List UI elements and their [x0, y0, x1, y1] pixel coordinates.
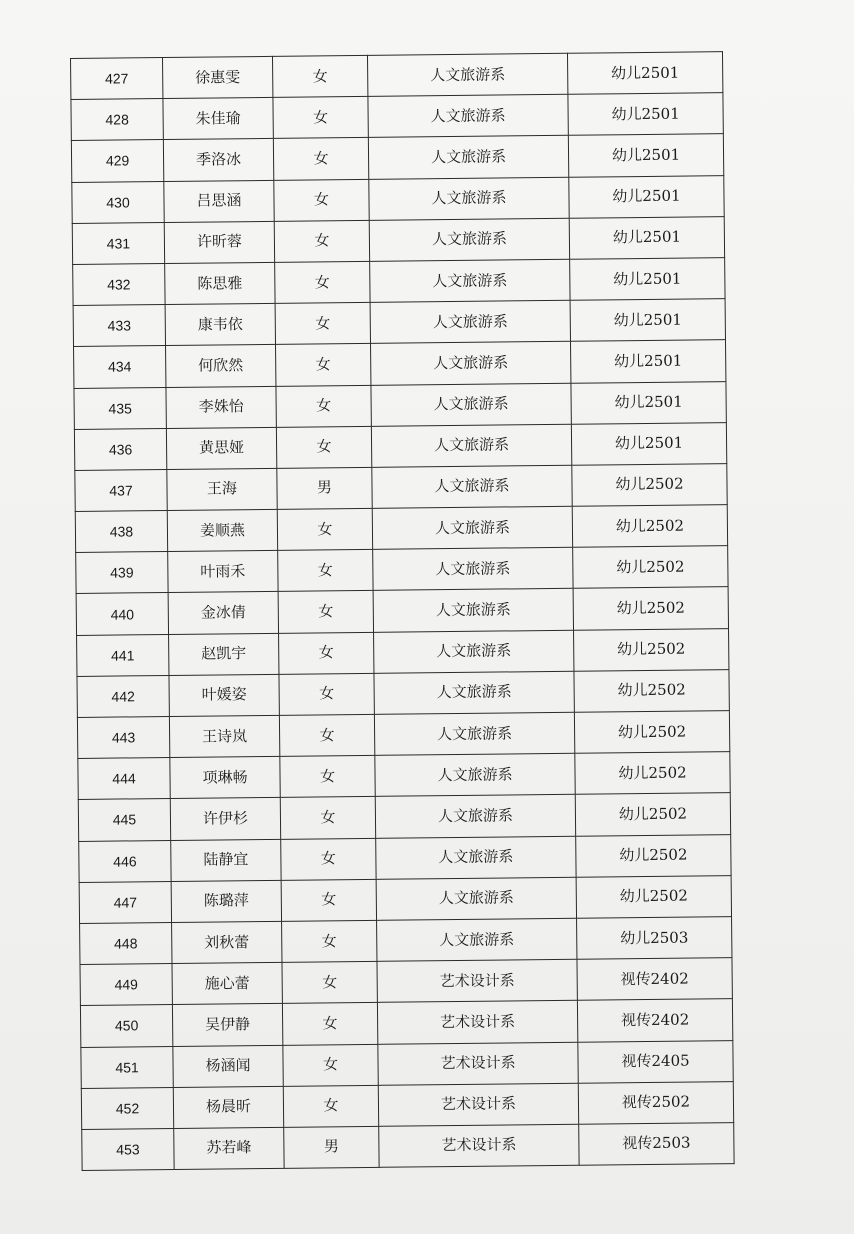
- student-name: 朱佳瑜: [163, 98, 273, 140]
- student-department: 人文旅游系: [374, 630, 574, 673]
- student-gender: 女: [278, 591, 373, 633]
- student-gender: 女: [280, 756, 375, 798]
- table-row: [77, 711, 729, 759]
- student-class: 幼儿2501: [568, 93, 723, 136]
- student-class: 视传2402: [577, 999, 732, 1042]
- student-department: 人文旅游系: [374, 712, 574, 755]
- table-row: [75, 505, 727, 553]
- student-gender: 女: [273, 97, 368, 139]
- student-department: 人文旅游系: [376, 877, 576, 920]
- row-number: 446: [79, 840, 171, 882]
- student-department: 人文旅游系: [370, 300, 570, 343]
- table-row: [71, 52, 723, 100]
- row-number: 432: [73, 263, 165, 305]
- student-name: 陆静宜: [171, 839, 281, 881]
- table-row: [73, 299, 725, 347]
- row-number: 453: [82, 1128, 174, 1170]
- row-number: 448: [80, 922, 172, 964]
- row-number: 451: [81, 1046, 173, 1088]
- row-number: 436: [74, 428, 166, 470]
- student-department: 人文旅游系: [372, 506, 572, 549]
- student-name: 陈璐萍: [171, 880, 281, 922]
- student-name: 陈思雅: [165, 262, 275, 304]
- student-class: 幼儿2502: [572, 505, 727, 548]
- row-number: 430: [72, 181, 164, 223]
- student-department: 人文旅游系: [369, 177, 569, 220]
- student-class: 幼儿2502: [574, 669, 729, 712]
- table-row: [74, 340, 726, 388]
- student-department: 人文旅游系: [368, 136, 568, 179]
- row-number: 450: [80, 1005, 172, 1047]
- student-gender: 女: [281, 879, 376, 921]
- table-row: [78, 752, 730, 800]
- student-class: 幼儿2501: [570, 340, 725, 383]
- student-gender: 女: [276, 426, 371, 468]
- student-department: 人文旅游系: [371, 424, 571, 467]
- student-gender: 女: [282, 920, 377, 962]
- student-name: 王诗岚: [169, 715, 279, 757]
- row-number: 435: [74, 387, 166, 429]
- table-row: [74, 381, 726, 429]
- student-name: 苏若峰: [174, 1127, 284, 1169]
- student-gender: 女: [283, 1085, 378, 1127]
- student-class: 幼儿2501: [569, 216, 724, 259]
- student-name: 康韦依: [165, 303, 275, 345]
- row-number: 431: [72, 222, 164, 264]
- row-number: 441: [77, 634, 169, 676]
- student-class: 幼儿2503: [577, 917, 732, 960]
- row-number: 439: [76, 552, 168, 594]
- student-gender: 女: [282, 961, 377, 1003]
- student-class: 幼儿2502: [573, 546, 728, 589]
- student-name: 项琳畅: [170, 757, 280, 799]
- student-gender: 男: [284, 1126, 379, 1168]
- student-class: 视传2405: [578, 1040, 733, 1083]
- student-class: 视传2502: [578, 1081, 733, 1124]
- table-row: [74, 422, 726, 470]
- student-name: 叶雨禾: [168, 551, 278, 593]
- student-name: 许伊杉: [170, 798, 280, 840]
- row-number: 427: [71, 58, 163, 100]
- student-gender: 女: [279, 673, 374, 715]
- student-gender: 女: [274, 220, 369, 262]
- student-name: 许昕蓉: [164, 221, 274, 263]
- student-class: 视传2402: [577, 958, 732, 1001]
- student-name: 杨涵闻: [173, 1045, 283, 1087]
- student-class: 幼儿2502: [574, 711, 729, 754]
- table-row: [81, 1040, 733, 1088]
- row-number: 442: [77, 675, 169, 717]
- student-department: 人文旅游系: [375, 753, 575, 796]
- table-row: [76, 546, 728, 594]
- student-class: 幼儿2502: [575, 752, 730, 795]
- student-department: 人文旅游系: [374, 671, 574, 714]
- table-row: [80, 917, 732, 965]
- student-name: 刘秋蕾: [172, 921, 282, 963]
- student-gender: 女: [276, 344, 371, 386]
- row-number: 445: [78, 799, 170, 841]
- student-class: 幼儿2502: [573, 587, 728, 630]
- row-number: 440: [76, 593, 168, 635]
- student-department: 人文旅游系: [372, 465, 572, 508]
- student-gender: 女: [273, 138, 368, 180]
- row-number: 438: [75, 511, 167, 553]
- student-class: 幼儿2501: [571, 422, 726, 465]
- student-department: 人文旅游系: [376, 836, 576, 879]
- student-gender: 女: [280, 797, 375, 839]
- student-name: 王海: [167, 468, 277, 510]
- student-name: 金冰倩: [168, 592, 278, 634]
- student-name: 何欣然: [166, 345, 276, 387]
- student-gender: 女: [277, 508, 372, 550]
- student-class: 幼儿2502: [572, 464, 727, 507]
- student-department: 艺术设计系: [378, 1042, 578, 1085]
- student-department: 人文旅游系: [370, 259, 570, 302]
- row-number: 443: [77, 716, 169, 758]
- student-gender: 女: [279, 632, 374, 674]
- table-row: [71, 93, 723, 141]
- row-number: 447: [79, 881, 171, 923]
- table-row: [82, 1122, 734, 1170]
- student-department: 人文旅游系: [377, 918, 577, 961]
- row-number: 434: [74, 346, 166, 388]
- student-gender: 女: [283, 1044, 378, 1086]
- table-row: [72, 216, 724, 264]
- table-row: [80, 999, 732, 1047]
- row-number: 429: [71, 140, 163, 182]
- student-gender: 女: [272, 55, 367, 97]
- student-department: 艺术设计系: [378, 1083, 578, 1126]
- row-number: 449: [80, 964, 172, 1006]
- student-department: 人文旅游系: [371, 342, 571, 385]
- student-name: 徐惠雯: [163, 56, 273, 98]
- table-row: [71, 134, 723, 182]
- row-number: 444: [78, 758, 170, 800]
- student-class: 幼儿2501: [567, 52, 722, 95]
- student-class: 幼儿2501: [571, 381, 726, 424]
- student-gender: 女: [282, 1003, 377, 1045]
- table-row: [73, 258, 725, 306]
- student-department: 艺术设计系: [377, 959, 577, 1002]
- table-row: [77, 628, 729, 676]
- table-row: [80, 958, 732, 1006]
- student-department: 人文旅游系: [373, 548, 573, 591]
- student-name: 黄思娅: [166, 427, 276, 469]
- student-department: 人文旅游系: [373, 589, 573, 632]
- student-department: 人文旅游系: [371, 383, 571, 426]
- table-row: [79, 834, 731, 882]
- student-name: 李姝怡: [166, 386, 276, 428]
- student-class: 幼儿2502: [576, 875, 731, 918]
- student-department: 人文旅游系: [369, 218, 569, 261]
- student-name: 施心蕾: [172, 962, 282, 1004]
- student-department: 艺术设计系: [377, 1001, 577, 1044]
- student-department: 人文旅游系: [367, 53, 567, 96]
- table-row: [79, 875, 731, 923]
- student-class: 幼儿2502: [576, 834, 731, 877]
- student-name: 杨晨昕: [173, 1086, 283, 1128]
- table-row: [75, 464, 727, 512]
- student-name: 姜顺燕: [167, 509, 277, 551]
- student-class: 幼儿2502: [574, 628, 729, 671]
- student-gender: 女: [281, 838, 376, 880]
- student-class: 幼儿2501: [569, 175, 724, 218]
- table-row: [77, 669, 729, 717]
- table-row: [78, 793, 730, 841]
- student-gender: 女: [278, 550, 373, 592]
- table-row: [72, 175, 724, 223]
- student-gender: 女: [279, 714, 374, 756]
- student-gender: 女: [276, 385, 371, 427]
- row-number: 428: [71, 99, 163, 141]
- student-class: 幼儿2502: [575, 793, 730, 836]
- table-row: [76, 587, 728, 635]
- student-name: 叶媛姿: [169, 674, 279, 716]
- student-department: 人文旅游系: [375, 795, 575, 838]
- student-name: 季洛冰: [163, 139, 273, 181]
- student-gender: 女: [275, 302, 370, 344]
- row-number: 433: [73, 305, 165, 347]
- student-gender: 男: [277, 467, 372, 509]
- student-gender: 女: [275, 261, 370, 303]
- row-number: 452: [81, 1087, 173, 1129]
- student-gender: 女: [274, 179, 369, 221]
- roster-body: [71, 52, 735, 1171]
- student-class: 幼儿2501: [570, 258, 725, 301]
- student-class: 视传2503: [579, 1122, 734, 1165]
- student-department: 艺术设计系: [379, 1124, 579, 1167]
- row-number: 437: [75, 469, 167, 511]
- table-row: [81, 1081, 733, 1129]
- student-class: 幼儿2501: [568, 134, 723, 177]
- student-class: 幼儿2501: [570, 299, 725, 342]
- student-name: 赵凯宇: [169, 633, 279, 675]
- student-name: 吕思涵: [164, 180, 274, 222]
- student-name: 吴伊静: [172, 1004, 282, 1046]
- student-roster-table: [70, 51, 735, 1171]
- student-department: 人文旅游系: [368, 94, 568, 137]
